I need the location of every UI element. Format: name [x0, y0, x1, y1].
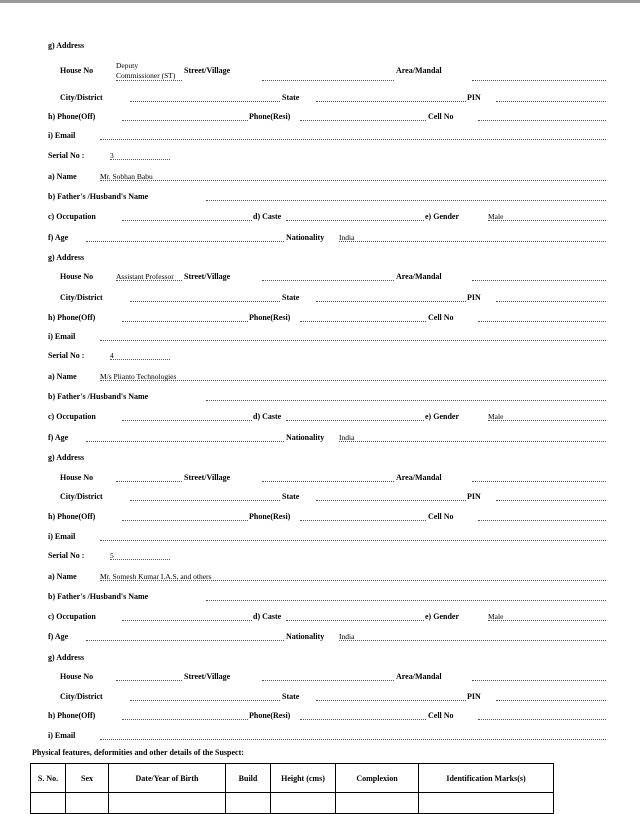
fathers-name-field [206, 200, 606, 201]
age-label: f) Age [48, 632, 69, 641]
address-label: g) Address [48, 453, 85, 462]
pin-field [496, 301, 606, 302]
column-header-build: Build [226, 764, 271, 793]
name-value: Mr. Sobhan Babu [100, 172, 153, 181]
house-no-value-line2: Commissioner (ST) [116, 71, 176, 80]
caste-field [286, 220, 424, 221]
serial-no-value: 3 [110, 151, 114, 160]
occupation-field [122, 220, 252, 221]
table-cell [336, 793, 419, 814]
house-no-field [116, 680, 182, 681]
occupation-label: c) Occupation [48, 612, 96, 621]
cell-no-field [478, 120, 606, 121]
phone-resi-field [300, 120, 426, 121]
name-label: a) Name [48, 172, 77, 181]
gender-value: Male [488, 412, 504, 421]
age-label: f) Age [48, 233, 69, 242]
house-no-label: House No [60, 473, 94, 482]
house-no-label: House No [60, 272, 94, 281]
state-field [316, 500, 466, 501]
area-mandal-field [472, 80, 606, 81]
street-village-label: Street/Village [184, 672, 231, 681]
city-district-label: City/District [60, 492, 103, 501]
email-label: i) Email [48, 532, 76, 541]
gender-value: Male [488, 212, 504, 221]
phone-resi-label: Phone(Resi) [249, 512, 291, 521]
cell-no-label: Cell No [428, 512, 454, 521]
email-field [100, 340, 606, 341]
house-no-label: House No [60, 672, 94, 681]
cell-no-field [478, 321, 606, 322]
gender-field [488, 220, 606, 221]
phone-off-field [122, 120, 248, 121]
nationality-label: Nationality [286, 632, 325, 641]
area-mandal-label: Area/Mandal [396, 66, 442, 75]
email-label: i) Email [48, 332, 76, 341]
caste-field [286, 420, 424, 421]
street-village-label: Street/Village [184, 66, 231, 75]
table-cell [271, 793, 336, 814]
address-label: g) Address [48, 253, 85, 262]
pin-field [496, 101, 606, 102]
city-district-field [130, 101, 280, 102]
window-top-border [0, 0, 640, 3]
phone-off-label: h) Phone(Off) [48, 512, 96, 521]
state-field [316, 301, 466, 302]
serial-no-field [110, 559, 170, 560]
street-village-field [262, 481, 394, 482]
table-cell [419, 793, 554, 814]
phone-resi-label: Phone(Resi) [249, 112, 291, 121]
column-header-dob: Date/Year of Birth [109, 764, 226, 793]
table-row [31, 793, 554, 814]
column-header-identification-marks: Identification Marks(s) [419, 764, 554, 793]
column-header-height: Height (cms) [271, 764, 336, 793]
table-cell [226, 793, 271, 814]
phone-resi-field [300, 321, 426, 322]
physical-features-heading: Physical features, deformities and other details of the Suspect: [32, 748, 244, 757]
area-mandal-label: Area/Mandal [396, 272, 442, 281]
nationality-value: India [339, 433, 355, 442]
age-field [86, 640, 284, 641]
physical-features-table [30, 763, 554, 814]
area-mandal-label: Area/Mandal [396, 473, 442, 482]
area-mandal-field [472, 481, 606, 482]
caste-label: d) Caste [253, 612, 282, 621]
gender-label: e) Gender [425, 612, 459, 621]
age-field [86, 441, 284, 442]
phone-resi-label: Phone(Resi) [249, 313, 291, 322]
serial-no-value: 4 [110, 351, 114, 360]
gender-field [488, 620, 606, 621]
serial-no-field [110, 159, 170, 160]
phone-off-label: h) Phone(Off) [48, 112, 96, 121]
city-district-field [130, 301, 280, 302]
name-field [100, 380, 606, 381]
occupation-label: c) Occupation [48, 412, 96, 421]
table-header-row [31, 764, 554, 793]
house-no-field [116, 80, 182, 81]
gender-field [488, 420, 606, 421]
cell-no-label: Cell No [428, 313, 454, 322]
age-field [86, 241, 284, 242]
serial-no-label: Serial No : [48, 551, 85, 560]
pin-label: PIN [467, 492, 481, 501]
nationality-value: India [339, 233, 355, 242]
house-no-label: House No [60, 66, 94, 75]
house-no-value: Deputy [116, 61, 139, 70]
table-cell [31, 793, 66, 814]
phone-off-field [122, 719, 248, 720]
email-label: i) Email [48, 731, 76, 740]
occupation-field [122, 420, 252, 421]
serial-no-label: Serial No : [48, 351, 85, 360]
fathers-name-label: b) Father's /Husband's Name [48, 592, 149, 601]
state-field [316, 101, 466, 102]
area-mandal-field [472, 680, 606, 681]
caste-label: d) Caste [253, 412, 282, 421]
nationality-label: Nationality [286, 233, 325, 242]
name-value: Mr. Somesh Kumar I.A.S, and others [100, 572, 212, 581]
gender-label: e) Gender [425, 212, 459, 221]
occupation-field [122, 620, 252, 621]
street-village-field [262, 680, 394, 681]
caste-label: d) Caste [253, 212, 282, 221]
phone-off-label: h) Phone(Off) [48, 313, 96, 322]
column-header-complexion: Complexion [336, 764, 419, 793]
address-label: g) Address [48, 653, 85, 662]
serial-no-value: 5 [110, 551, 114, 560]
city-district-field [130, 700, 280, 701]
email-label: i) Email [48, 131, 76, 140]
nationality-label: Nationality [286, 433, 325, 442]
house-no-value: Assistant Professor [116, 272, 174, 281]
cell-no-field [478, 719, 606, 720]
city-district-label: City/District [60, 692, 103, 701]
fathers-name-field [206, 400, 606, 401]
name-label: a) Name [48, 372, 77, 381]
phone-resi-field [300, 520, 426, 521]
pin-label: PIN [467, 692, 481, 701]
nationality-field [339, 441, 606, 442]
nationality-field [339, 640, 606, 641]
name-field [100, 580, 606, 581]
age-label: f) Age [48, 433, 69, 442]
serial-no-field [110, 359, 170, 360]
street-village-label: Street/Village [184, 473, 231, 482]
cell-no-label: Cell No [428, 711, 454, 720]
serial-no-label: Serial No : [48, 151, 85, 160]
fathers-name-label: b) Father's /Husband's Name [48, 392, 149, 401]
phone-off-field [122, 321, 248, 322]
table-cell [109, 793, 226, 814]
email-field [100, 540, 606, 541]
phone-resi-label: Phone(Resi) [249, 711, 291, 720]
name-field [100, 180, 606, 181]
phone-off-field [122, 520, 248, 521]
fathers-name-field [206, 600, 606, 601]
city-district-field [130, 500, 280, 501]
gender-value: Male [488, 612, 504, 621]
caste-field [286, 620, 424, 621]
house-no-field [116, 481, 182, 482]
pin-label: PIN [467, 293, 481, 302]
occupation-label: c) Occupation [48, 212, 96, 221]
street-village-field [262, 80, 394, 81]
cell-no-label: Cell No [428, 112, 454, 121]
phone-off-label: h) Phone(Off) [48, 711, 96, 720]
cell-no-field [478, 520, 606, 521]
pin-label: PIN [467, 93, 481, 102]
area-mandal-field [472, 280, 606, 281]
city-district-label: City/District [60, 293, 103, 302]
table-cell [66, 793, 109, 814]
email-field [100, 139, 606, 140]
phone-resi-field [300, 719, 426, 720]
street-village-field [262, 280, 394, 281]
state-label: State [282, 492, 300, 501]
pin-field [496, 700, 606, 701]
address-label: g) Address [48, 41, 85, 50]
email-field [100, 739, 606, 740]
fathers-name-label: b) Father's /Husband's Name [48, 192, 149, 201]
column-header-sex: Sex [66, 764, 109, 793]
house-no-field [116, 280, 182, 281]
name-label: a) Name [48, 572, 77, 581]
column-header-sno: S. No. [31, 764, 66, 793]
gender-label: e) Gender [425, 412, 459, 421]
nationality-field [339, 241, 606, 242]
state-field [316, 700, 466, 701]
pin-field [496, 500, 606, 501]
state-label: State [282, 692, 300, 701]
nationality-value: India [339, 632, 355, 641]
state-label: State [282, 93, 300, 102]
state-label: State [282, 293, 300, 302]
name-value: M/s Plianto Technologies [100, 372, 177, 381]
street-village-label: Street/Village [184, 272, 231, 281]
city-district-label: City/District [60, 93, 103, 102]
area-mandal-label: Area/Mandal [396, 672, 442, 681]
